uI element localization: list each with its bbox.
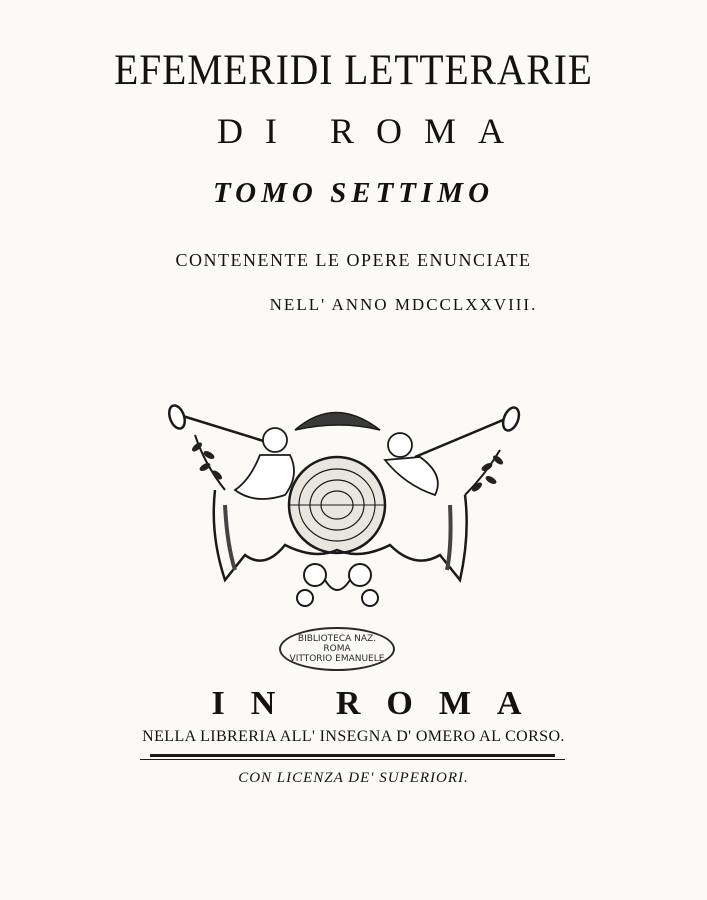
thin-rule <box>140 759 565 760</box>
stamp-line-1: BIBLIOTECA NAZ. <box>297 634 377 644</box>
publisher-line: NELLA LIBRERIA ALL' INSEGNA D' OMERO AL CORSO. <box>142 728 565 745</box>
contents-line: CONTENENTE LE OPERE ENUNCIATE <box>175 250 532 270</box>
stamp-line-3: VITTORIO EMANUELE <box>289 654 385 664</box>
right-putto <box>385 433 438 495</box>
eagle-wings <box>295 413 380 431</box>
license-line: CON LICENZA DE' SUPERIORI. <box>238 770 469 786</box>
library-stamp <box>279 627 395 671</box>
thick-rule <box>150 754 555 757</box>
title-line-1: EFEMERIDI LETTERARIE <box>114 47 593 94</box>
globe <box>289 457 385 553</box>
year-line: NELL' ANNO MDCCLXXVIII. <box>269 295 538 314</box>
engraved-vignette <box>165 395 525 610</box>
ribbon-bow <box>297 564 378 606</box>
left-trumpet <box>166 403 270 443</box>
volume-label: TOMO SETTIMO <box>212 177 495 209</box>
stamp-line-2: ROMA <box>323 644 351 654</box>
place-of-publication: IN ROMA <box>211 685 548 722</box>
left-putto <box>235 428 294 499</box>
title-line-2: DI ROMA <box>216 111 526 151</box>
right-trumpet <box>415 405 522 457</box>
